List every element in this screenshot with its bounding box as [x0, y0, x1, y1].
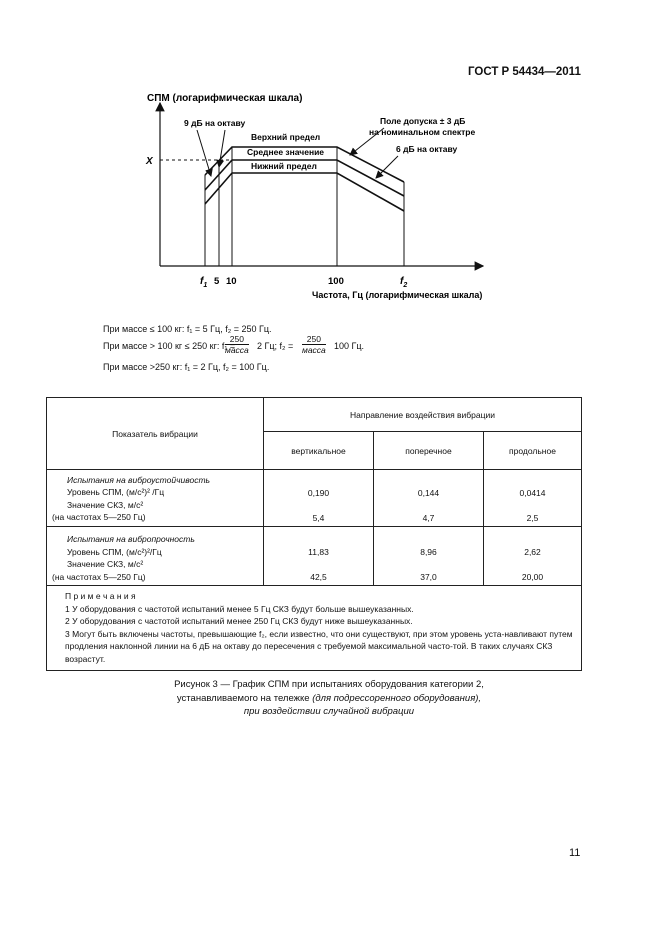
label-6db: 6 дБ на октаву: [396, 144, 458, 154]
mass-condition-3: При массе >250 кг: f₁ = 2 Гц, f₂ = 100 Гц.: [103, 362, 270, 372]
mass-condition-2c: 100 Гц.: [334, 341, 365, 351]
figure-caption: [46, 678, 612, 719]
group-strength-spm: Уровень СПМ, (м/с²)²/Гц: [67, 546, 162, 557]
label-tolerance-1: Поле допуска ± 3 дБ: [380, 116, 466, 126]
caption-line-1: Рисунок 3 — График СПМ при испытаниях оборудования категории 2,: [174, 679, 484, 690]
group-stability-label: [47, 470, 264, 527]
group-stability-title: Испытания на виброустойчивость: [67, 474, 211, 485]
fraction-1-denominator: масса: [225, 345, 249, 355]
stability-transverse-spm: 0,144: [417, 487, 440, 498]
label-lower-limit: Нижний предел: [251, 161, 317, 171]
tick-f2: $f_2$: [400, 276, 408, 289]
label-mean: Среднее значение: [247, 147, 325, 157]
header-longitudinal: продольное: [484, 432, 582, 470]
fraction-1-numerator: 250: [225, 334, 249, 345]
fraction-2-denominator: масса: [302, 345, 326, 355]
psd-figure: [0, 0, 661, 320]
x-axis-label: Частота, Гц (логарифмическая шкала): [312, 290, 483, 300]
stability-vertical-skz: 5,4: [312, 512, 325, 523]
group-strength-title: Испытания на вибропрочность: [67, 534, 195, 544]
stability-longitudinal-spm: 0,0414: [519, 487, 546, 498]
strength-vertical-skz: 42,5: [310, 571, 327, 582]
lower-limit-curve: [205, 173, 404, 211]
caption-line-2-italic: (для подрессоренного оборудования),: [312, 692, 482, 704]
label-upper-limit: Верхний предел: [251, 132, 321, 142]
tick-5: 5: [214, 276, 220, 287]
caption-line-2: [46, 692, 612, 706]
caption-line-3: при воздействии случайной вибрации: [243, 706, 415, 717]
note-2: 2 У оборудования с частотой испытаний менее 250 Гц СКЗ будут ниже вышеуказанных.: [65, 616, 413, 626]
mass-condition-2b: 2 Гц; f₂ =: [257, 341, 294, 351]
x-level-marker: X: [146, 156, 153, 167]
fraction-2-numerator: 250: [302, 334, 326, 345]
strength-transverse-spm: 8,96: [420, 546, 437, 557]
strength-vertical-spm: 11,83: [308, 546, 329, 557]
label-9db: 9 дБ на октаву: [184, 118, 246, 128]
tick-f1: $f_1$: [200, 276, 208, 289]
mass-fraction-2: [302, 334, 326, 355]
note-1: 1 У оборудования с частотой испытаний менее 5 Гц СКЗ будут больше вышеуказанных.: [65, 603, 414, 614]
header-indicator: Показатель вибрации: [47, 398, 264, 470]
strength-longitudinal-skz: 20,00: [521, 571, 544, 582]
notes-title: П р и м е ч а н и я: [65, 591, 136, 601]
group-stability-range: (на частотах 5—250 Гц): [52, 512, 146, 522]
header-direction: Направление воздействия вибрации: [264, 398, 582, 432]
leader-9db-b: [219, 130, 225, 167]
header-vertical: вертикальное: [264, 432, 374, 470]
header-transverse: поперечное: [374, 432, 484, 470]
leader-tolerance: [350, 128, 384, 155]
label-tolerance-2: на номинальном спектре: [369, 127, 476, 137]
tick-10: 10: [226, 276, 237, 287]
mass-condition-1: При массе ≤ 100 кг: f₁ = 5 Гц, f₂ = 250 Гц.: [103, 324, 272, 334]
caption-line-2-regular: устанавливаемого на тележке: [176, 692, 313, 704]
tick-100: 100: [328, 276, 344, 287]
table-notes: [47, 586, 582, 671]
stability-vertical-spm: 0,190: [307, 487, 330, 498]
mass-condition-2a: При массе > 100 кг ≤ 250 кг: f₁ =: [103, 341, 236, 351]
note-3: 3 Могут быть включены частоты, превышающие f₂, если известно, что они существуют, при этом уровень уста-навливают путем продления наклонной линии на 6 дБ на октаву до пересечения с требуемой максимальной часто-той. В таких случаях СКЗ возрастут.: [65, 628, 573, 664]
leader-9db-a: [197, 130, 211, 176]
leader-6db: [376, 156, 398, 178]
group-stability-spm: Уровень СПМ, (м/с²)² /Гц: [67, 487, 165, 497]
standard-header: ГОСТ Р 54434—2011: [468, 66, 581, 78]
group-strength-label: [47, 527, 264, 586]
strength-transverse-skz: 37,0: [420, 571, 437, 582]
stability-transverse-skz: 4,7: [422, 512, 435, 523]
vibration-table: [46, 397, 582, 671]
y-axis-label: СПМ (логарифмическая шкала): [147, 93, 303, 104]
mass-fraction-1: [225, 334, 249, 355]
page-number: 11: [569, 847, 581, 859]
group-stability-skz: Значение СКЗ, м/с²: [67, 499, 144, 510]
strength-longitudinal-spm: 2,62: [524, 546, 541, 557]
group-strength-range: (на частотах 5—250 Гц): [52, 571, 146, 582]
stability-longitudinal-skz: 2,5: [526, 512, 539, 523]
group-strength-skz: Значение СКЗ, м/с²: [67, 559, 144, 569]
